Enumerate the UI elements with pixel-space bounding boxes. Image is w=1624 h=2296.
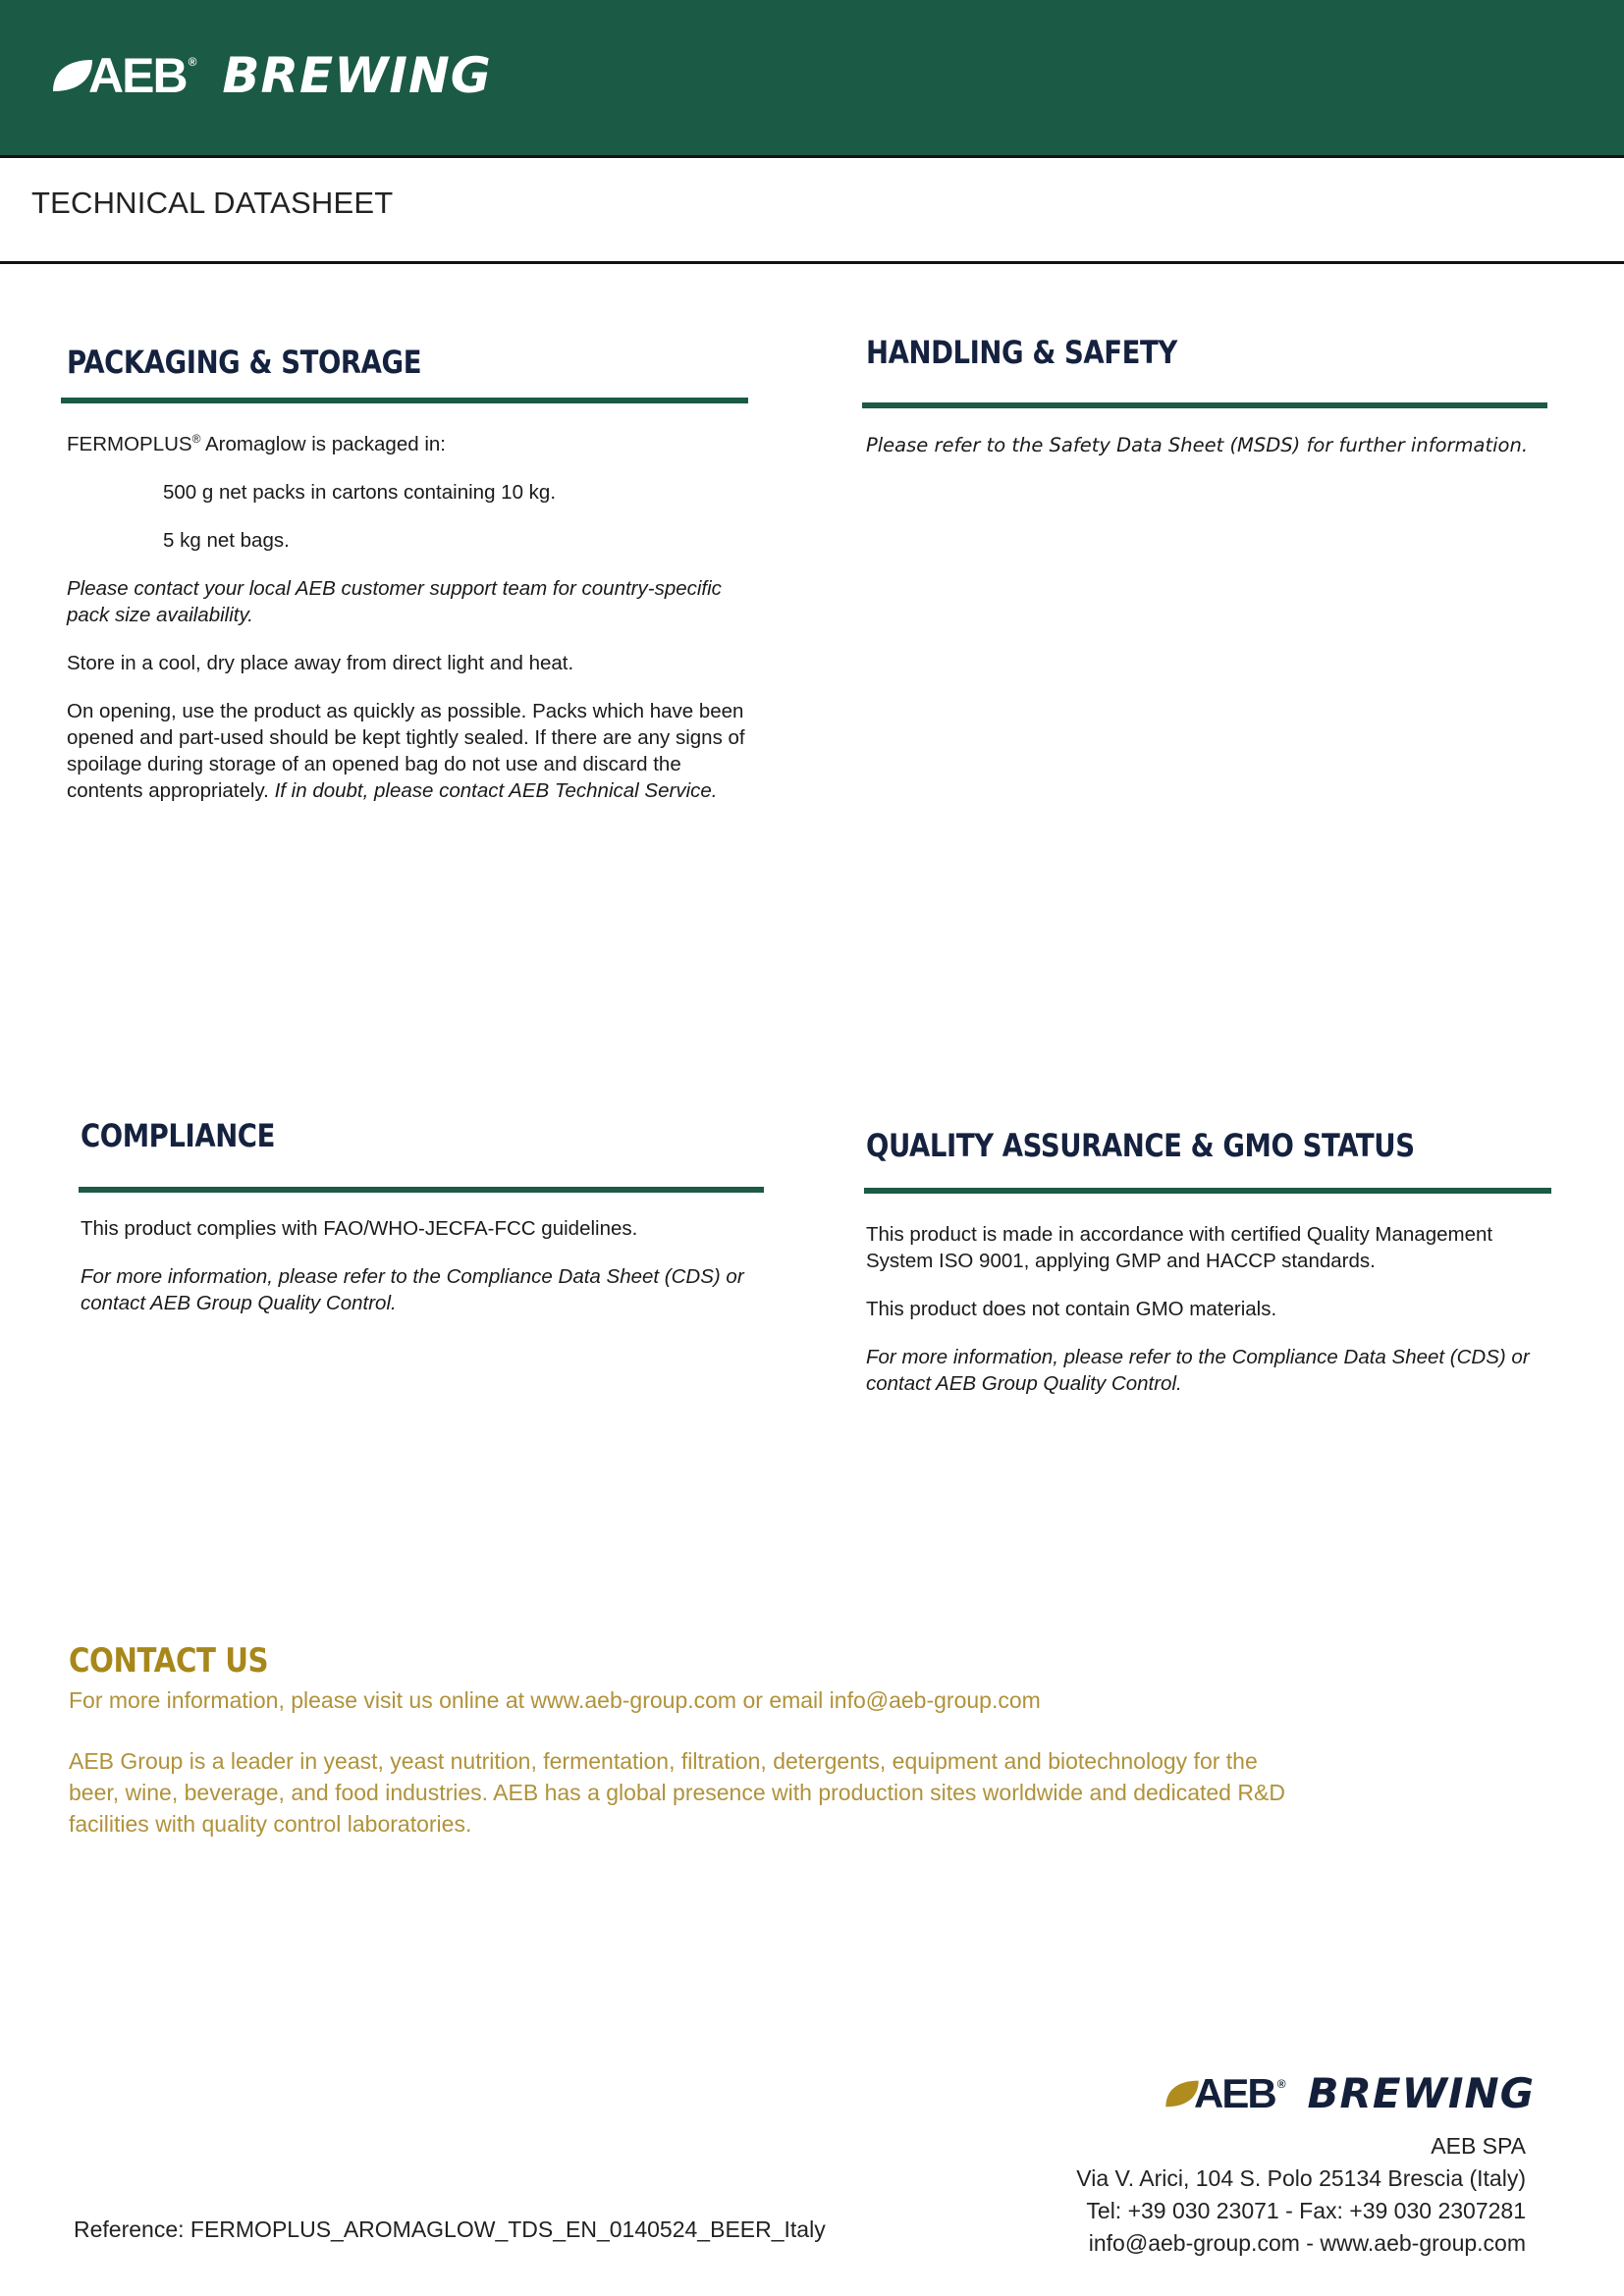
- section-divider: [79, 1187, 764, 1193]
- pack-size-1: 500 g net packs in cartons containing 10 kg.: [163, 480, 557, 504]
- contact-heading: CONTACT US: [69, 1641, 269, 1681]
- pack-size-2: 5 kg net bags.: [163, 528, 290, 552]
- logo-brewing-text: BREWING: [222, 47, 492, 104]
- section-divider: [862, 402, 1547, 408]
- opening-text: On opening, use the product as quickly as possible. Packs which have been opened and part-used should be kept tightly sealed. If there are any signs of spoilage during storage of an opened bag do not use and discard the contents appropriately.: [67, 699, 745, 802]
- compliance-note: For more information, please refer to the Compliance Data Sheet (CDS) or contact AEB Group Quality Control.: [81, 1265, 744, 1314]
- company-phone: Tel: +39 030 23071 - Fax: +39 030 2307281: [1086, 2198, 1526, 2223]
- document-title-bar: [0, 158, 1624, 264]
- company-name: AEB SPA: [1431, 2133, 1526, 2159]
- footer-logo-brewing-text: BREWING: [1307, 2069, 1536, 2117]
- compliance-text: This product complies with FAO/WHO-JECFA-FCC guidelines.: [81, 1217, 638, 1240]
- document-title: TECHNICAL DATASHEET: [31, 186, 394, 220]
- compliance-section: [81, 1117, 768, 1314]
- pack-availability-note: Please contact your local AEB customer support team for country-specific pack size availability.: [67, 576, 722, 626]
- quality-gmo-section: [866, 1127, 1553, 1395]
- section-divider: [61, 398, 748, 403]
- company-about: AEB Group is a leader in yeast, yeast nutrition, fermentation, filtration, detergents, equipment and biotechnology for the beer, wine, beverage, and food industries. AEB has a global presence with production sites worldwide and dedicated R&D facilities with quality control laboratories.: [69, 1748, 1285, 1837]
- gmo-text: This product does not contain GMO materials.: [866, 1298, 1277, 1320]
- packaging-heading: PACKAGING & STORAGE: [67, 344, 422, 381]
- quality-note: For more information, please refer to the Compliance Data Sheet (CDS) or contact AEB Group Quality Control.: [866, 1346, 1530, 1395]
- logo-aeb-text: AEB: [88, 48, 187, 103]
- aeb-brewing-logo: [49, 47, 492, 104]
- packaging-storage-section: [67, 344, 754, 802]
- packaging-intro: [67, 426, 754, 457]
- contact-section: [69, 1641, 1286, 1840]
- company-address: Via V. Arici, 104 S. Polo 25134 Brescia (Italy): [1076, 2165, 1526, 2191]
- packaging-intro-rest: Aromaglow is packaged in:: [200, 432, 446, 455]
- opening-instructions: [67, 698, 754, 804]
- technical-service-note: If in doubt, please contact AEB Technical Service.: [268, 778, 718, 802]
- compliance-heading: COMPLIANCE: [81, 1117, 275, 1154]
- footer-aeb-brewing-logo: [1163, 2069, 1536, 2117]
- contact-line: For more information, please visit us online at www.aeb-group.com or email info@aeb-group.com: [69, 1687, 1041, 1713]
- document-reference: Reference: FERMOPLUS_AROMAGLOW_TDS_EN_0140524_BEER_Italy: [74, 2216, 826, 2242]
- storage-instructions: Store in a cool, dry place away from direct light and heat.: [67, 651, 574, 674]
- header-band: [0, 0, 1624, 158]
- quality-text: This product is made in accordance with certified Quality Management System ISO 9001, applying GMP and HACCP standards.: [866, 1223, 1493, 1272]
- company-web: info@aeb-group.com - www.aeb-group.com: [1088, 2230, 1526, 2256]
- logo-registered-mark: ®: [188, 55, 197, 69]
- msds-note: Please refer to the Safety Data Sheet (MSDS) for further information.: [866, 434, 1529, 456]
- quality-heading: QUALITY ASSURANCE & GMO STATUS: [866, 1127, 1415, 1164]
- company-address-block: [1076, 2130, 1526, 2260]
- footer-logo-registered-mark: ®: [1276, 2077, 1286, 2091]
- section-divider: [864, 1188, 1551, 1194]
- product-registered-mark: ®: [191, 432, 201, 446]
- handling-safety-section: [866, 334, 1553, 456]
- product-name: FERMOPLUS: [67, 432, 192, 455]
- handling-heading: HANDLING & SAFETY: [866, 334, 1177, 371]
- footer-logo-aeb-text: AEB: [1194, 2070, 1275, 2116]
